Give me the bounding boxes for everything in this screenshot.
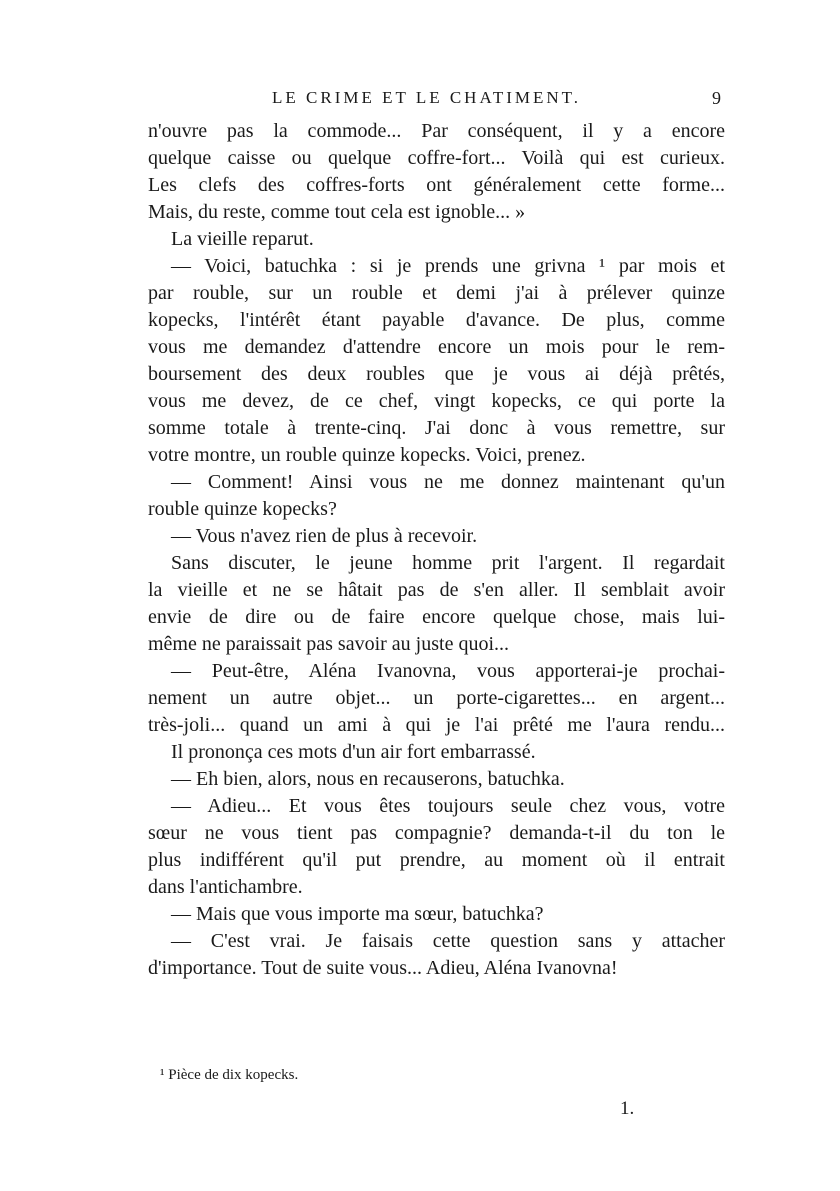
footnote: ¹ Pièce de dix kopecks. — [160, 1067, 299, 1083]
text-line: — Peut-être, Aléna Ivanovna, vous apporterai-je prochai- — [171, 660, 725, 682]
text-line: boursement des deux roubles que je vous ai déjà prêtés, — [148, 363, 725, 385]
text-line: rouble quinze kopecks? — [148, 498, 337, 520]
text-line: — Adieu... Et vous êtes toujours seule chez vous, votre — [171, 795, 725, 817]
text-line: par rouble, sur un rouble et demi j'ai à prélever quinze — [148, 282, 725, 304]
text-line: Sans discuter, le jeune homme prit l'argent. Il regardait — [171, 552, 725, 574]
text-line: — Comment! Ainsi vous ne me donnez maintenant qu'un — [171, 471, 725, 493]
text-line: — C'est vrai. Je faisais cette question sans y attacher — [171, 930, 725, 952]
text-line: — Eh bien, alors, nous en recauserons, batuchka. — [171, 768, 565, 790]
text-line: plus indifférent qu'il put prendre, au moment où il entrait — [148, 849, 725, 871]
body-text — [148, 118, 725, 982]
text-line: somme totale à trente-cinq. J'ai donc à vous remettre, sur — [148, 417, 725, 439]
running-title: LE CRIME ET LE CHATIMENT. — [272, 88, 582, 107]
page-header — [0, 88, 840, 112]
text-line: même ne paraissait pas savoir au juste quoi... — [148, 633, 510, 655]
text-line: vous me devez, de ce chef, vingt kopecks, ce qui porte la — [148, 390, 725, 412]
text-line: Les clefs des coffres-forts ont généralement cette forme... — [148, 174, 725, 196]
text-line: d'importance. Tout de suite vous... Adieu, Aléna Ivanovna! — [148, 957, 618, 979]
text-line: n'ouvre pas la commode... Par conséquent, il y a encore — [148, 120, 725, 142]
signature-mark: 1. — [620, 1098, 635, 1119]
text-line: — Voici, batuchka : si je prends une grivna ¹ par mois et — [171, 255, 725, 277]
text-line: nement un autre objet... un porte-cigarettes... en argent... — [148, 687, 725, 709]
text-line: La vieille reparut. — [171, 228, 314, 250]
text-line: Il prononça ces mots d'un air fort embarrassé. — [171, 741, 536, 763]
text-line: — Mais que vous importe ma sœur, batuchka? — [171, 903, 544, 925]
text-line: Mais, du reste, comme tout cela est ignoble... » — [148, 201, 526, 223]
text-line: très-joli... quand un ami à qui je l'ai prêté me l'aura rendu... — [148, 714, 725, 736]
text-line: la vieille et ne se hâtait pas de s'en aller. Il semblait avoir — [148, 579, 725, 601]
text-line: — Vous n'avez rien de plus à recevoir. — [171, 525, 478, 547]
text-line: vous me demandez d'attendre encore un mois pour le rem- — [148, 336, 725, 358]
text-line: kopecks, l'intérêt étant payable d'avance. De plus, comme — [148, 309, 725, 331]
text-line: votre montre, un rouble quinze kopecks. Voici, prenez. — [148, 444, 586, 466]
text-line: quelque caisse ou quelque coffre-fort... Voilà qui est curieux. — [148, 147, 725, 169]
text-line: sœur ne vous tient pas compagnie? demanda-t-il du ton le — [148, 822, 725, 844]
text-line: envie de dire ou de faire encore quelque chose, mais lui- — [148, 606, 725, 628]
text-line: dans l'antichambre. — [148, 876, 303, 898]
page-number: 9 — [712, 88, 721, 108]
